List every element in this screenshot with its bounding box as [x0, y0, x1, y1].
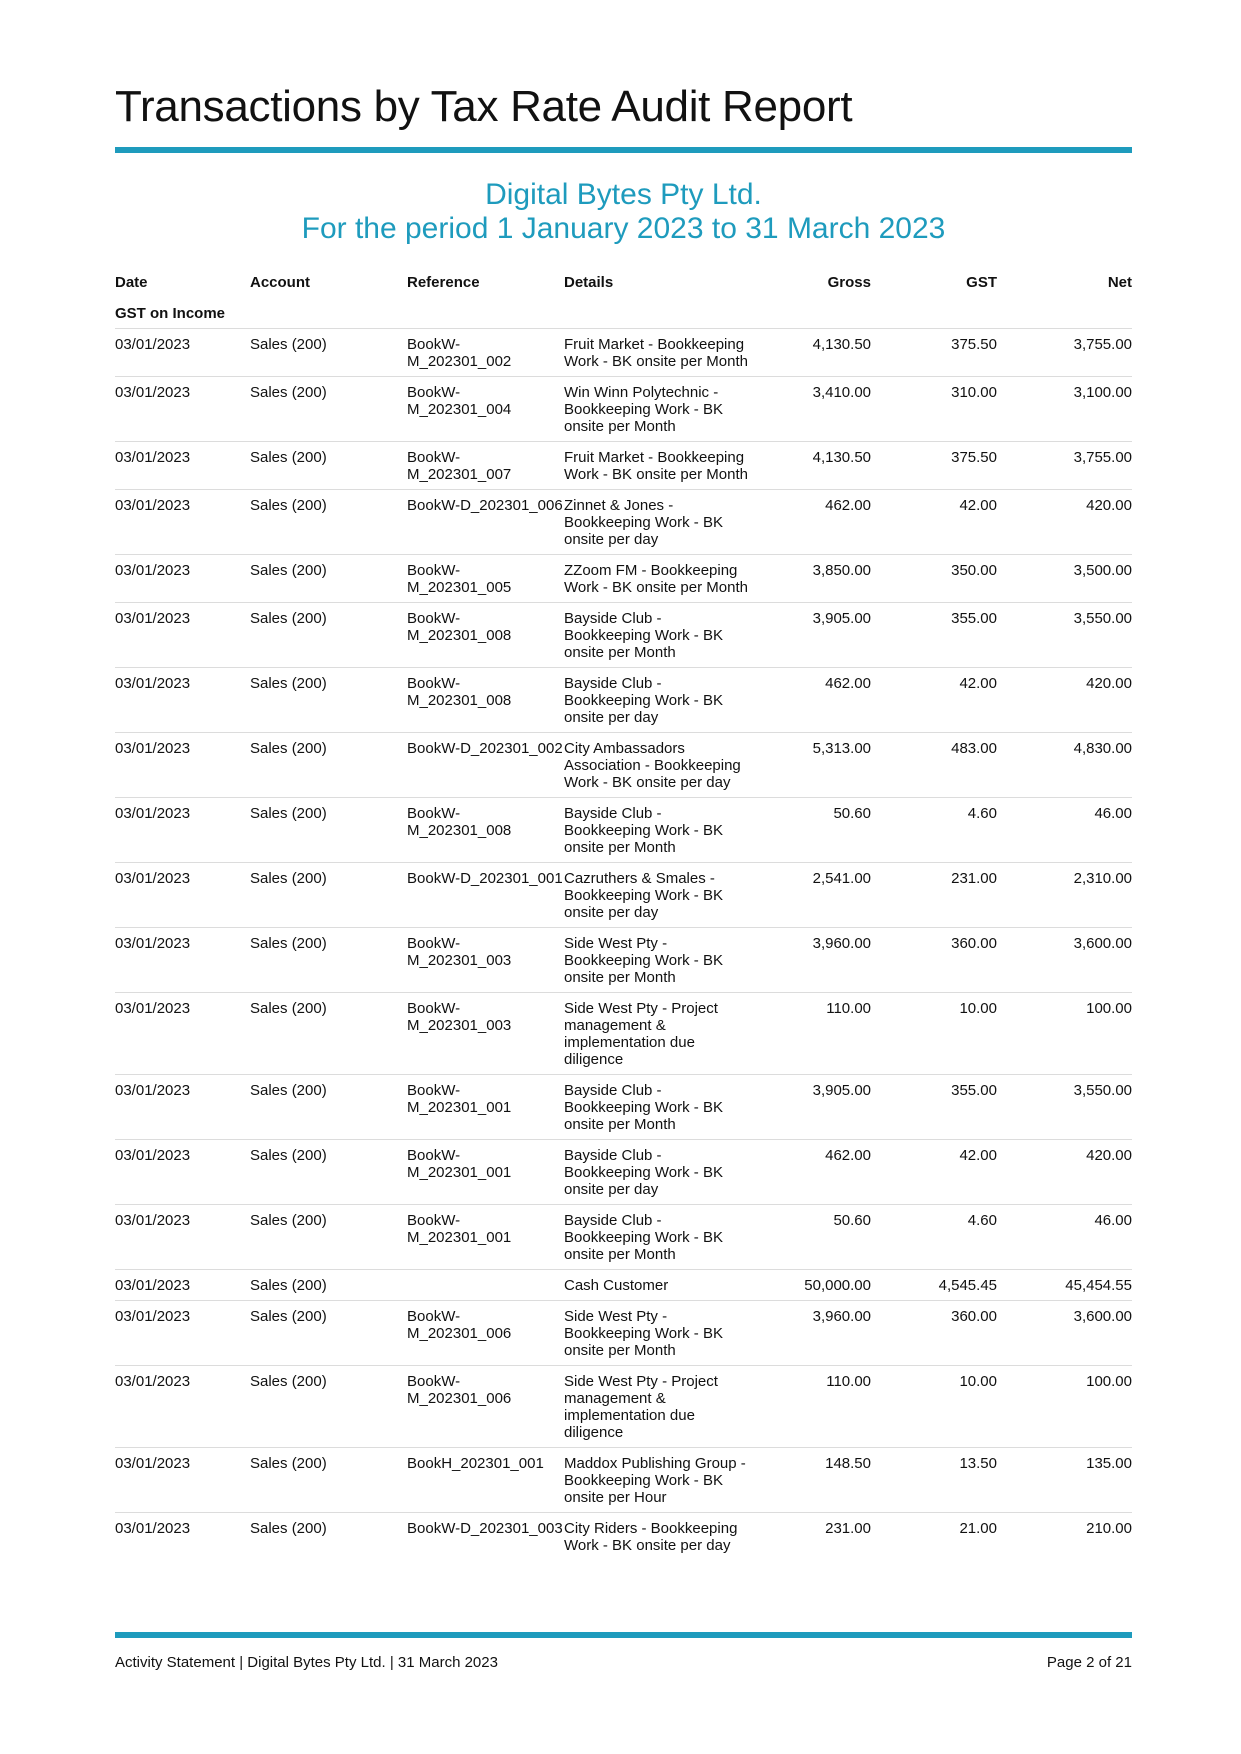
cell-account: Sales (200) [250, 993, 407, 1075]
cell-date: 03/01/2023 [115, 1448, 250, 1513]
cell-account: Sales (200) [250, 798, 407, 863]
table-row [115, 1301, 1132, 1366]
report-subtitle [115, 178, 1132, 246]
cell-details: Bayside Club - Bookkeeping Work - BK onsite per Month [564, 1205, 748, 1270]
cell-reference: BookW-M_202301_005 [407, 555, 564, 603]
cell-details: Bayside Club - Bookkeeping Work - BK onsite per day [564, 668, 748, 733]
cell-date: 03/01/2023 [115, 733, 250, 798]
cell-reference: BookW-D_202301_002 [407, 733, 564, 798]
cell-account: Sales (200) [250, 1448, 407, 1513]
cell-net: 4,830.00 [997, 733, 1132, 798]
cell-gst: 360.00 [871, 928, 997, 993]
cell-reference: BookW-M_202301_001 [407, 1205, 564, 1270]
cell-date: 03/01/2023 [115, 1366, 250, 1448]
cell-date: 03/01/2023 [115, 1140, 250, 1205]
cell-details: Cash Customer [564, 1270, 748, 1301]
cell-gst: 483.00 [871, 733, 997, 798]
cell-reference: BookW-D_202301_006 [407, 490, 564, 555]
cell-gross: 231.00 [748, 1513, 871, 1561]
cell-details: Bayside Club - Bookkeeping Work - BK onsite per Month [564, 1075, 748, 1140]
cell-date: 03/01/2023 [115, 863, 250, 928]
report-period: For the period 1 January 2023 to 31 March 2023 [301, 212, 946, 245]
cell-details: City Riders - Bookkeeping Work - BK onsite per day [564, 1513, 748, 1561]
cell-date: 03/01/2023 [115, 668, 250, 733]
cell-gross: 110.00 [748, 1366, 871, 1448]
cell-date: 03/01/2023 [115, 442, 250, 490]
cell-reference: BookH_202301_001 [407, 1448, 564, 1513]
cell-details: Side West Pty - Project management & implementation due diligence [564, 993, 748, 1075]
cell-net: 3,550.00 [997, 603, 1132, 668]
cell-net: 3,755.00 [997, 442, 1132, 490]
cell-net: 100.00 [997, 1366, 1132, 1448]
cell-account: Sales (200) [250, 1513, 407, 1561]
cell-date: 03/01/2023 [115, 377, 250, 442]
table-row [115, 733, 1132, 798]
cell-date: 03/01/2023 [115, 928, 250, 993]
cell-net: 3,600.00 [997, 1301, 1132, 1366]
cell-gst: 355.00 [871, 603, 997, 668]
cell-date: 03/01/2023 [115, 603, 250, 668]
column-header-net: Net [1107, 274, 1132, 291]
cell-details: Bayside Club - Bookkeeping Work - BK onsite per Month [564, 798, 748, 863]
cell-date: 03/01/2023 [115, 1270, 250, 1301]
cell-gst: 4,545.45 [871, 1270, 997, 1301]
cell-account: Sales (200) [250, 863, 407, 928]
organisation-name: Digital Bytes Pty Ltd. [485, 178, 762, 211]
footer-text: Activity Statement | Digital Bytes Pty Ltd. | 31 March 2023 [115, 1654, 498, 1671]
cell-reference: BookW-M_202301_008 [407, 603, 564, 668]
cell-date: 03/01/2023 [115, 993, 250, 1075]
table-row [115, 555, 1132, 603]
cell-account: Sales (200) [250, 1075, 407, 1140]
table-row [115, 1205, 1132, 1270]
cell-details: Cazruthers & Smales - Bookkeeping Work - BK onsite per day [564, 863, 748, 928]
cell-gst: 42.00 [871, 1140, 997, 1205]
cell-net: 420.00 [997, 668, 1132, 733]
cell-gst: 360.00 [871, 1301, 997, 1366]
cell-details: Side West Pty - Project management & implementation due diligence [564, 1366, 748, 1448]
cell-net: 210.00 [997, 1513, 1132, 1561]
cell-gst: 42.00 [871, 490, 997, 555]
cell-account: Sales (200) [250, 555, 407, 603]
cell-gst: 350.00 [871, 555, 997, 603]
cell-reference: BookW-M_202301_002 [407, 329, 564, 377]
cell-net: 420.00 [997, 1140, 1132, 1205]
cell-details: City Ambassadors Association - Bookkeeping Work - BK onsite per day [564, 733, 748, 798]
cell-reference: BookW-M_202301_006 [407, 1366, 564, 1448]
cell-details: Fruit Market - Bookkeeping Work - BK onsite per Month [564, 442, 748, 490]
cell-details: Zinnet & Jones - Bookkeeping Work - BK onsite per day [564, 490, 748, 555]
column-header-account: Account [250, 274, 310, 291]
cell-gross: 2,541.00 [748, 863, 871, 928]
cell-gst: 4.60 [871, 798, 997, 863]
table-row [115, 863, 1132, 928]
cell-gross: 3,905.00 [748, 603, 871, 668]
cell-gst: 13.50 [871, 1448, 997, 1513]
table-row [115, 603, 1132, 668]
cell-gross: 5,313.00 [748, 733, 871, 798]
report-title: Transactions by Tax Rate Audit Report [115, 82, 853, 131]
cell-gst: 4.60 [871, 1205, 997, 1270]
footer-rule [115, 1632, 1132, 1638]
cell-gross: 3,960.00 [748, 928, 871, 993]
table-row [115, 1513, 1132, 1561]
cell-gross: 50.60 [748, 798, 871, 863]
table-row [115, 377, 1132, 442]
cell-date: 03/01/2023 [115, 1513, 250, 1561]
cell-reference: BookW-M_202301_008 [407, 668, 564, 733]
cell-date: 03/01/2023 [115, 798, 250, 863]
cell-details: Bayside Club - Bookkeeping Work - BK onsite per Month [564, 603, 748, 668]
table-row [115, 490, 1132, 555]
cell-account: Sales (200) [250, 1205, 407, 1270]
cell-reference: BookW-M_202301_001 [407, 1140, 564, 1205]
cell-gst: 231.00 [871, 863, 997, 928]
cell-date: 03/01/2023 [115, 1075, 250, 1140]
transactions-table [115, 270, 1132, 1560]
section-label: GST on Income [115, 305, 226, 322]
cell-reference: BookW-M_202301_001 [407, 1075, 564, 1140]
cell-reference: BookW-M_202301_003 [407, 928, 564, 993]
cell-reference: BookW-M_202301_008 [407, 798, 564, 863]
cell-details: ZZoom FM - Bookkeeping Work - BK onsite per Month [564, 555, 748, 603]
cell-details: Win Winn Polytechnic - Bookkeeping Work - BK onsite per Month [564, 377, 748, 442]
cell-gst: 42.00 [871, 668, 997, 733]
cell-net: 3,500.00 [997, 555, 1132, 603]
column-header-gross: Gross [827, 274, 871, 291]
header-rule [115, 147, 1132, 153]
table-row [115, 442, 1132, 490]
cell-gross: 50,000.00 [748, 1270, 871, 1301]
table-row [115, 1140, 1132, 1205]
cell-gst: 355.00 [871, 1075, 997, 1140]
cell-reference: BookW-D_202301_001 [407, 863, 564, 928]
cell-net: 46.00 [997, 798, 1132, 863]
table-row [115, 798, 1132, 863]
cell-net: 100.00 [997, 993, 1132, 1075]
cell-reference [407, 1270, 564, 1301]
cell-gross: 50.60 [748, 1205, 871, 1270]
cell-gross: 4,130.50 [748, 442, 871, 490]
cell-net: 420.00 [997, 490, 1132, 555]
cell-reference: BookW-M_202301_007 [407, 442, 564, 490]
cell-gst: 375.50 [871, 329, 997, 377]
cell-reference: BookW-M_202301_004 [407, 377, 564, 442]
cell-date: 03/01/2023 [115, 1205, 250, 1270]
cell-net: 3,600.00 [997, 928, 1132, 993]
cell-gst: 10.00 [871, 993, 997, 1075]
table-row [115, 1448, 1132, 1513]
cell-gross: 462.00 [748, 668, 871, 733]
cell-details: Bayside Club - Bookkeeping Work - BK onsite per day [564, 1140, 748, 1205]
cell-details: Fruit Market - Bookkeeping Work - BK onsite per Month [564, 329, 748, 377]
cell-reference: BookW-M_202301_003 [407, 993, 564, 1075]
cell-gross: 3,850.00 [748, 555, 871, 603]
cell-date: 03/01/2023 [115, 1301, 250, 1366]
column-header-reference: Reference [407, 274, 480, 291]
cell-gross: 3,905.00 [748, 1075, 871, 1140]
cell-gst: 310.00 [871, 377, 997, 442]
table-row [115, 993, 1132, 1075]
cell-account: Sales (200) [250, 603, 407, 668]
cell-gross: 462.00 [748, 1140, 871, 1205]
cell-account: Sales (200) [250, 329, 407, 377]
cell-gst: 375.50 [871, 442, 997, 490]
cell-gst: 10.00 [871, 1366, 997, 1448]
cell-account: Sales (200) [250, 668, 407, 733]
cell-reference: BookW-D_202301_003 [407, 1513, 564, 1561]
cell-account: Sales (200) [250, 377, 407, 442]
cell-gross: 462.00 [748, 490, 871, 555]
table-header-row [115, 270, 1132, 301]
cell-details: Maddox Publishing Group - Bookkeeping Work - BK onsite per Hour [564, 1448, 748, 1513]
table-row [115, 1270, 1132, 1301]
table-row [115, 928, 1132, 993]
cell-net: 135.00 [997, 1448, 1132, 1513]
cell-account: Sales (200) [250, 442, 407, 490]
table-row [115, 1075, 1132, 1140]
cell-account: Sales (200) [250, 733, 407, 798]
cell-net: 45,454.55 [997, 1270, 1132, 1301]
cell-details: Side West Pty - Bookkeeping Work - BK onsite per Month [564, 928, 748, 993]
cell-date: 03/01/2023 [115, 555, 250, 603]
cell-net: 2,310.00 [997, 863, 1132, 928]
cell-account: Sales (200) [250, 1301, 407, 1366]
cell-date: 03/01/2023 [115, 329, 250, 377]
cell-reference: BookW-M_202301_006 [407, 1301, 564, 1366]
cell-account: Sales (200) [250, 1366, 407, 1448]
column-header-details: Details [564, 274, 614, 291]
table-row [115, 1366, 1132, 1448]
cell-gross: 3,960.00 [748, 1301, 871, 1366]
cell-net: 3,100.00 [997, 377, 1132, 442]
column-header-gst: GST [966, 274, 997, 291]
cell-net: 3,550.00 [997, 1075, 1132, 1140]
cell-date: 03/01/2023 [115, 490, 250, 555]
cell-account: Sales (200) [250, 1140, 407, 1205]
table-row [115, 329, 1132, 377]
column-header-date: Date [115, 274, 148, 291]
cell-account: Sales (200) [250, 490, 407, 555]
cell-gross: 3,410.00 [748, 377, 871, 442]
table-row [115, 668, 1132, 733]
cell-gross: 4,130.50 [748, 329, 871, 377]
cell-details: Side West Pty - Bookkeeping Work - BK onsite per Month [564, 1301, 748, 1366]
cell-gross: 148.50 [748, 1448, 871, 1513]
cell-net: 3,755.00 [997, 329, 1132, 377]
page-number: Page 2 of 21 [1046, 1654, 1132, 1671]
section-row [115, 301, 1132, 329]
cell-net: 46.00 [997, 1205, 1132, 1270]
cell-gross: 110.00 [748, 993, 871, 1075]
cell-account: Sales (200) [250, 1270, 407, 1301]
cell-gst: 21.00 [871, 1513, 997, 1561]
cell-account: Sales (200) [250, 928, 407, 993]
